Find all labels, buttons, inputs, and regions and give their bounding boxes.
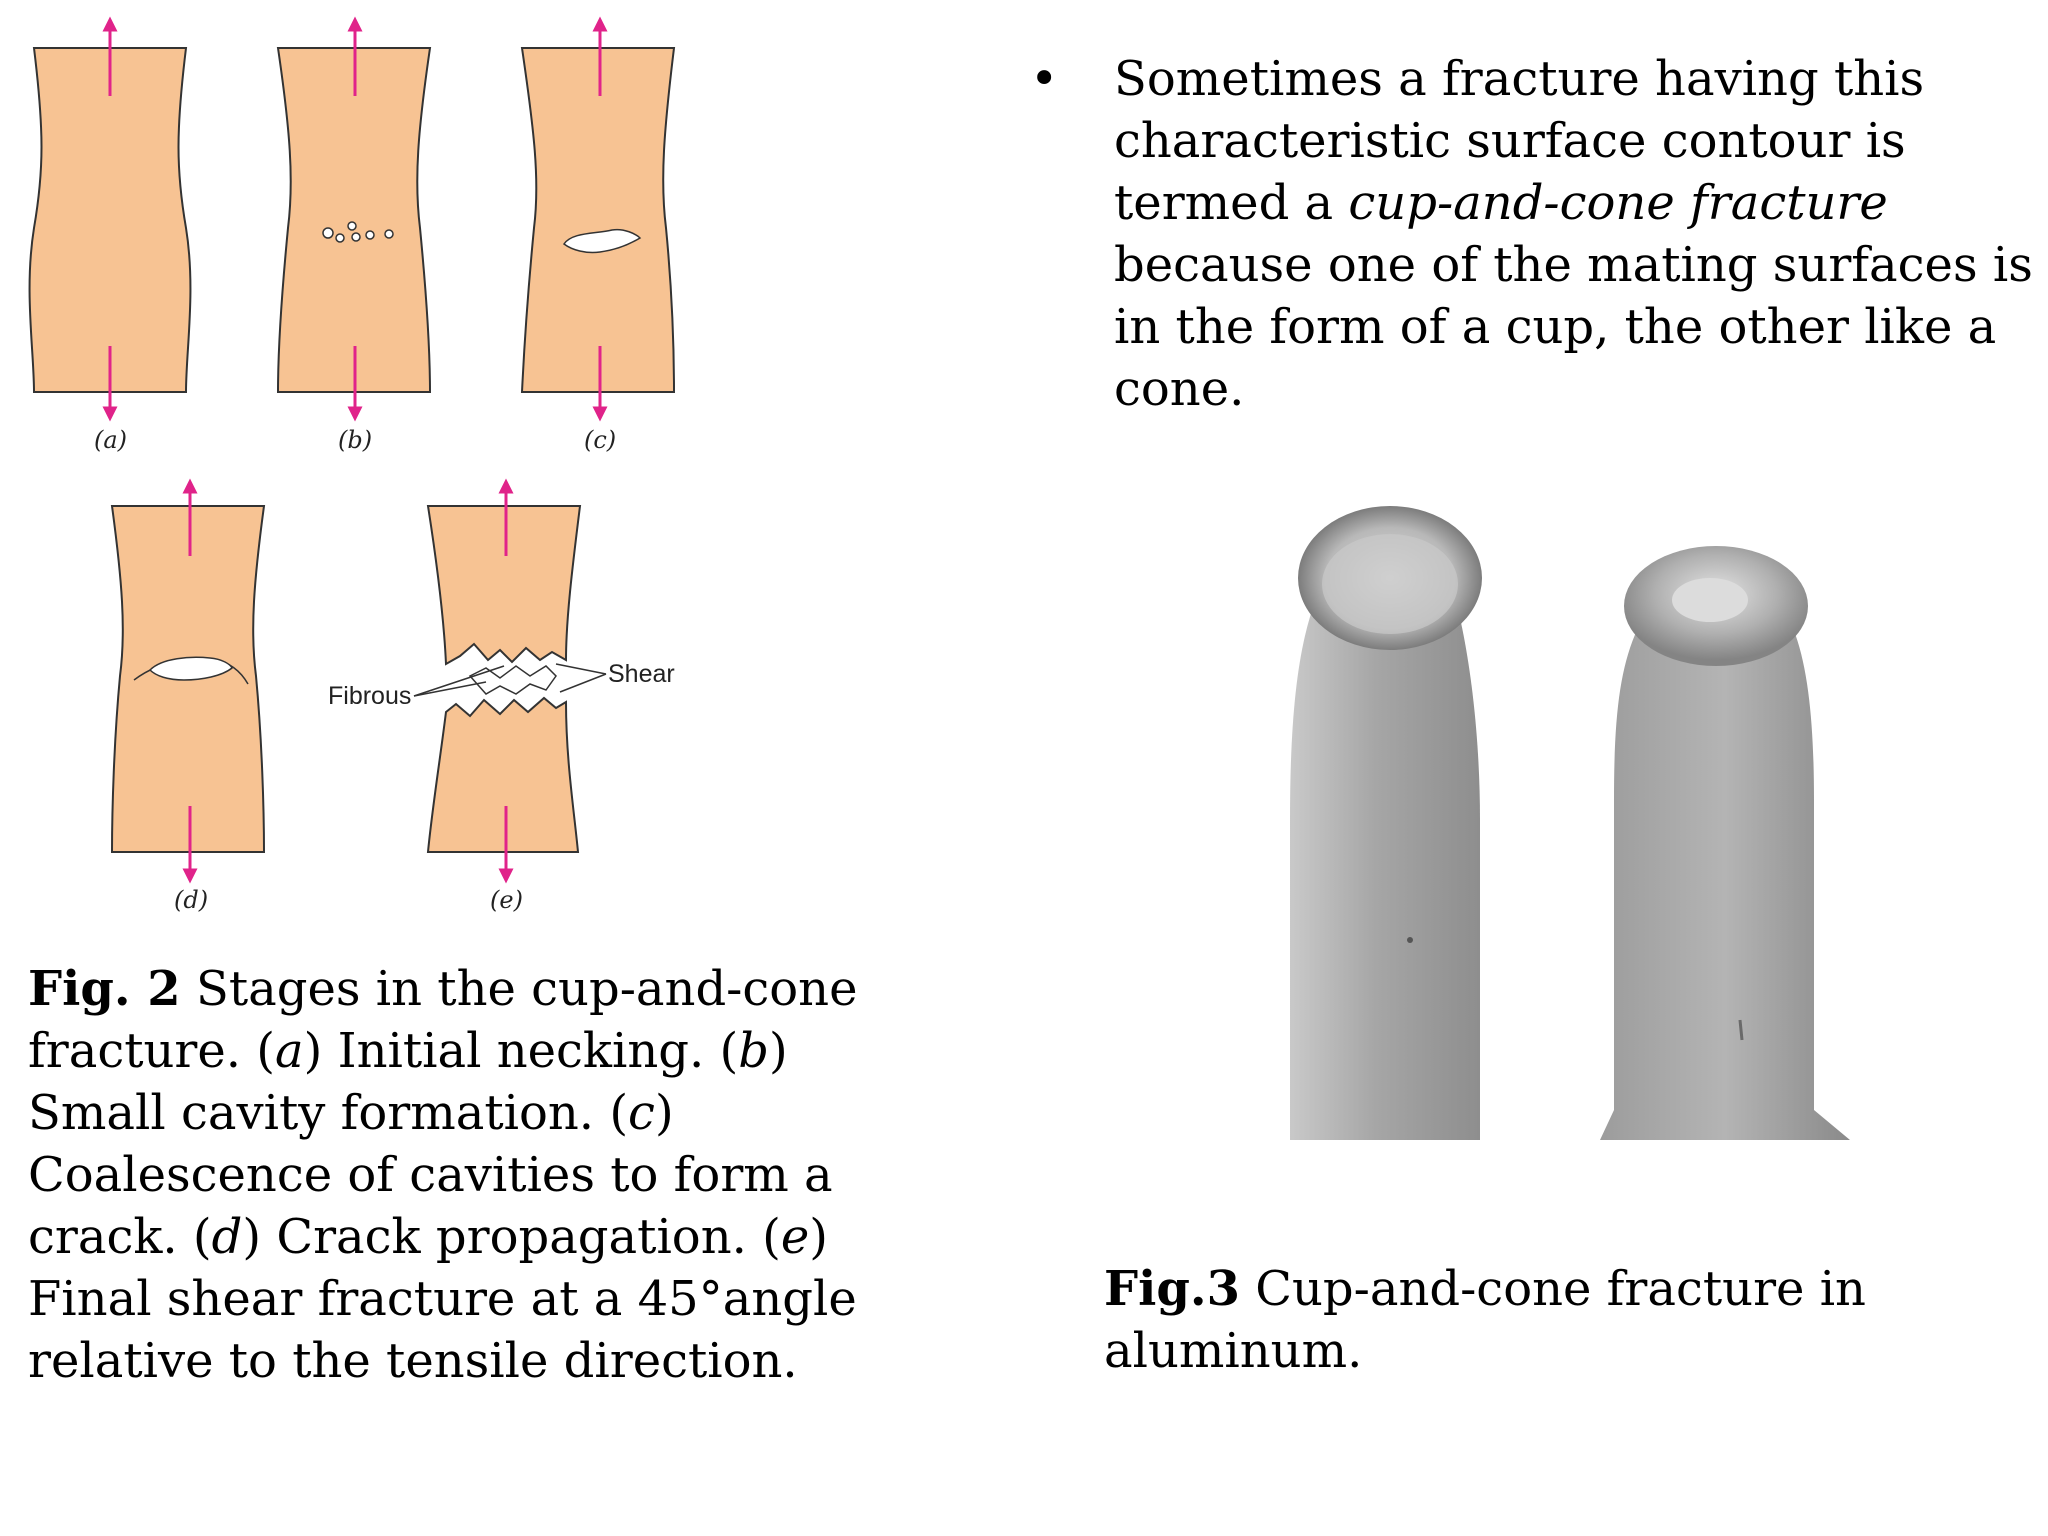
panel-label-a: (a) <box>94 426 128 454</box>
figure-2-svg <box>0 0 880 930</box>
figure-2-diagram <box>0 0 880 930</box>
specimen-e <box>328 486 675 914</box>
aluminum-fracture-photo <box>1270 500 1930 1140</box>
specimen-b <box>278 24 430 454</box>
panel-label-e: (e) <box>490 886 523 914</box>
figure-3-caption: Fig.3 Cup-and-cone fracture in aluminum. <box>1104 1261 1866 1379</box>
panel-label-c: (c) <box>584 426 617 454</box>
figure-2-caption: Fig. 2 Stages in the cup-and-cone fracture. (a) Initial necking. (b) Small cavity formation. (c) Coalescence of cavities to form a crack. (d) Crack propagation. (e) Final shear fracture at a 45°angle relative to the tensile direction. <box>28 961 858 1389</box>
cup-specimen <box>1290 570 1480 1140</box>
specimen-d <box>112 486 264 914</box>
panel-label-d: (d) <box>174 886 209 914</box>
fibrous-region <box>470 666 556 694</box>
caption-lead: Fig.3 <box>1104 1261 1240 1317</box>
bullet-icon: • <box>1030 51 1059 107</box>
callout-fibrous: Fibrous <box>328 682 412 710</box>
bullet-paragraph <box>1030 48 2038 420</box>
caption-lead: Fig. 2 <box>28 961 181 1017</box>
panel-label-b: (b) <box>338 426 373 454</box>
callout-shear: Shear <box>608 660 675 688</box>
term-cup-and-cone: cup-and-cone fracture <box>1348 175 1888 231</box>
bullet-text: Sometimes a fracture having this characteristic surface contour is termed a cup-and-cone fracture because one of the mating surfaces is in the form of a cup, the other like a cone. <box>1114 51 2033 417</box>
specimen-a <box>30 24 191 454</box>
figure-3-photo <box>1270 500 1930 1140</box>
specimen-c <box>522 24 674 454</box>
